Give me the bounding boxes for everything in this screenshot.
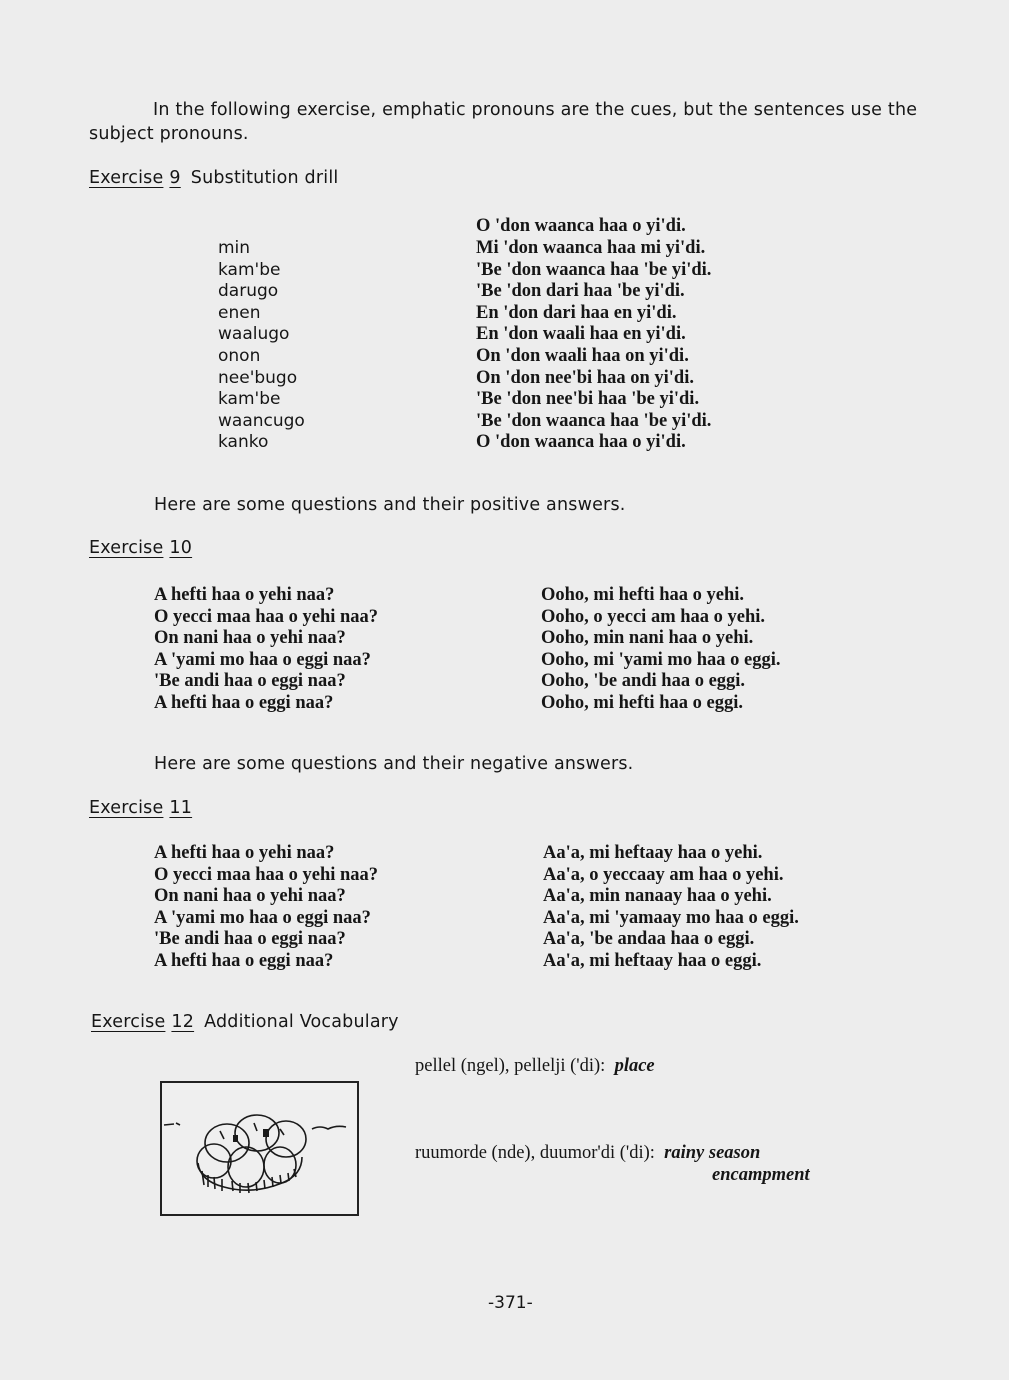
cue-word: darugo xyxy=(218,281,279,302)
question-line: O yecci maa haa o yehi naa? xyxy=(154,864,379,885)
answer-line: Ooho, mi hefti haa o eggi. xyxy=(541,692,743,713)
exercise-title: Additional Vocabulary xyxy=(204,1012,399,1032)
exercise-number: 9 xyxy=(169,168,181,188)
drill-sentence: Mi 'don waanca haa mi yi'di. xyxy=(476,238,706,258)
cue-word: min xyxy=(218,238,251,258)
drill-sentence: O 'don waanca haa o yi'di. xyxy=(476,432,686,453)
exercise-label: Exercise xyxy=(89,798,164,818)
exercise-10-heading xyxy=(89,538,192,558)
page-number: -371- xyxy=(488,1293,533,1313)
vocab-entry-encampment xyxy=(415,1143,760,1164)
drill-sentence: 'Be 'don dari haa 'be yi'di. xyxy=(476,281,685,302)
exercise-label: Exercise xyxy=(89,168,164,188)
vocab-gloss: place xyxy=(614,1056,655,1076)
drill-sentence: 'Be 'don waanca haa 'be yi'di. xyxy=(476,410,712,431)
cue-word: enen xyxy=(218,302,261,323)
question-line: A 'yami mo haa o eggi naa? xyxy=(154,649,371,670)
answer-line: Ooho, min nani haa o yehi. xyxy=(541,628,754,649)
cue-word: kam'be xyxy=(218,389,281,410)
cue-word: kam'be xyxy=(218,259,281,280)
answer-line: Aa'a, o yeccaay am haa o yehi. xyxy=(543,864,784,885)
answer-line: Ooho, o yecci am haa o yehi. xyxy=(541,606,766,627)
question-line: 'Be andi haa o eggi naa? xyxy=(154,929,346,950)
cue-word: waalugo xyxy=(218,324,290,345)
vocab-gloss-line-2 xyxy=(712,1165,810,1186)
vocab-term: pellel (ngel), pellelji ('di): xyxy=(415,1056,606,1076)
drill-sentence: On 'don nee'bi haa on yi'di. xyxy=(476,367,694,388)
exercise-9-sentences xyxy=(476,238,711,454)
question-line: On nani haa o yehi naa? xyxy=(154,628,346,649)
exercise-9-heading xyxy=(89,168,338,188)
exercise-title: Substitution drill xyxy=(190,168,339,188)
drill-sentence: On 'don waali haa on yi'di. xyxy=(476,345,689,366)
exercise-10-answers xyxy=(541,585,780,715)
question-line: A 'yami mo haa o eggi naa? xyxy=(154,907,371,928)
cue-word: nee'bugo xyxy=(218,367,298,388)
exercise-number: 10 xyxy=(169,538,193,558)
drill-sentence: En 'don waali haa en yi'di. xyxy=(476,324,686,345)
encampment-illustration xyxy=(160,1081,359,1216)
exercise-label: Exercise xyxy=(89,538,164,558)
question-line: A hefti haa o eggi naa? xyxy=(154,950,334,971)
answer-line: Ooho, mi 'yami mo haa o eggi. xyxy=(541,649,781,670)
vocab-entry-place xyxy=(415,1056,655,1077)
question-line: A hefti haa o eggi naa? xyxy=(154,692,334,713)
answer-line: Ooho, 'be andi haa o eggi. xyxy=(541,671,746,692)
exercise-number: 12 xyxy=(171,1012,195,1032)
exercise-10-questions xyxy=(154,585,378,715)
drill-sentence: 'Be 'don nee'bi haa 'be yi'di. xyxy=(476,389,700,410)
answer-line: Aa'a, mi heftaay haa o yehi. xyxy=(543,843,763,863)
exercise-11-heading xyxy=(89,798,192,818)
answer-line: Aa'a, mi heftaay haa o eggi. xyxy=(543,950,762,971)
cue-word: waancugo xyxy=(218,410,305,431)
question-line: A hefti haa o yehi naa? xyxy=(154,585,335,605)
drill-sentence: 'Be 'don waanca haa 'be yi'di. xyxy=(476,259,712,280)
question-line: On nani haa o yehi naa? xyxy=(154,886,346,907)
drill-sentence: En 'don dari haa en yi'di. xyxy=(476,302,677,323)
question-line: 'Be andi haa o eggi naa? xyxy=(154,671,346,692)
exercise-number: 11 xyxy=(169,798,193,818)
vocab-gloss: encampment xyxy=(712,1165,810,1185)
answer-line: Aa'a, mi 'yamaay mo haa o eggi. xyxy=(543,907,799,928)
vocab-term: ruumorde (nde), duumor'di ('di): xyxy=(415,1143,655,1163)
exercise-11-questions xyxy=(154,843,378,973)
exercise-9-first-sentence: O 'don waanca haa o yi'di. xyxy=(476,216,686,236)
exercise-11-answers xyxy=(543,843,799,973)
exercise-10-lead: Here are some questions and their positive answers. xyxy=(154,495,626,515)
cue-word: onon xyxy=(218,345,261,366)
cue-word: kanko xyxy=(218,432,269,453)
huts-drawing xyxy=(162,1083,357,1214)
answer-line: Aa'a, 'be andaa haa o eggi. xyxy=(543,929,755,950)
exercise-12-heading xyxy=(91,1012,399,1032)
exercise-label: Exercise xyxy=(91,1012,166,1032)
vocab-gloss: rainy season xyxy=(664,1143,761,1163)
answer-line: Ooho, mi hefti haa o yehi. xyxy=(541,585,744,605)
question-line: A hefti haa o yehi naa? xyxy=(154,843,335,863)
exercise-11-lead: Here are some questions and their negative answers. xyxy=(154,754,634,774)
answer-line: Aa'a, min nanaay haa o yehi. xyxy=(543,886,772,907)
question-line: O yecci maa haa o yehi naa? xyxy=(154,606,379,627)
exercise-9-cues xyxy=(218,238,305,454)
intro-paragraph: In the following exercise, emphatic pronouns are the cues, but the sentences use the subject pronouns. xyxy=(89,100,918,144)
